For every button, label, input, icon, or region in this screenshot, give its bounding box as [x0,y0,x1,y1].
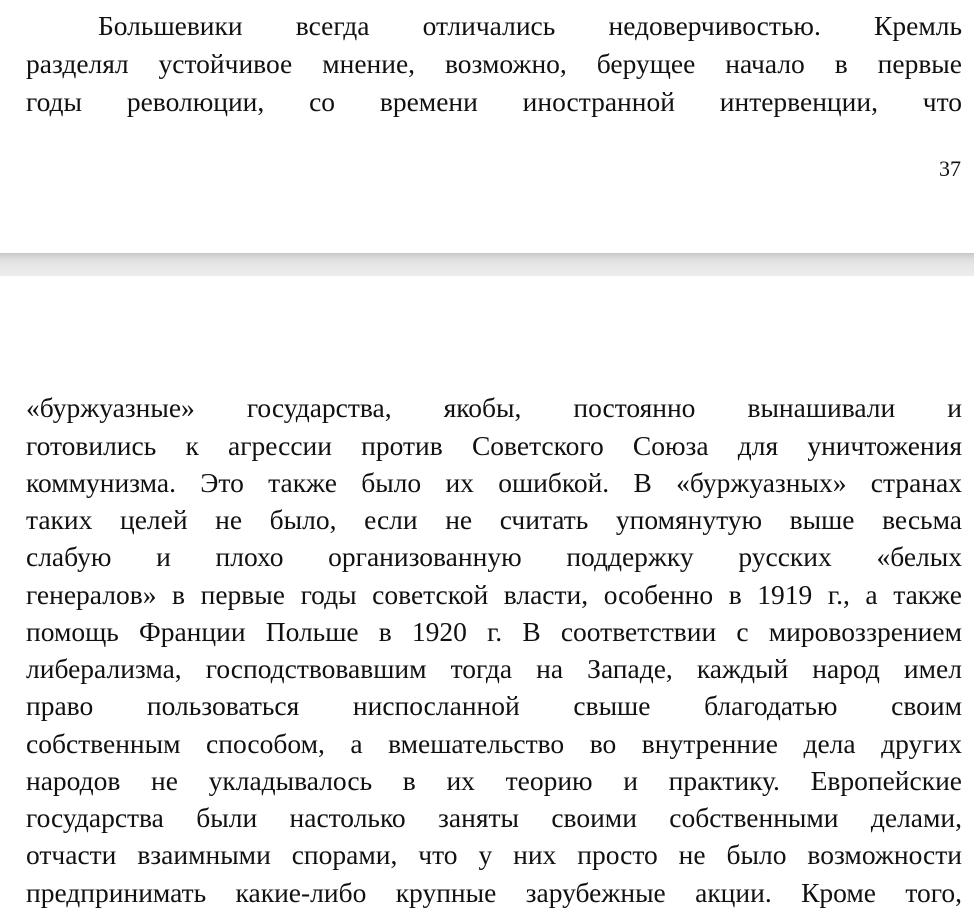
text-line: слабую и плохо организованную поддержку русских «белых [26,541,962,572]
page-number: 37 [939,156,961,181]
text-line: предпринимать какие-либо крупные зарубежные акции. Кроме того, [26,877,962,908]
text-line: помощь Франции Польше в 1920 г. В соответствии с мировоззрением [26,616,962,647]
text-line: право пользоваться ниспосланной свыше благодатью своим [26,690,962,721]
document-page-top [0,0,974,253]
text-line: либерализма, господствовавшим тогда на Западе, каждый народ имел [26,653,962,684]
text-line: таких целей не было, если не считать упомянутую выше весьма [26,504,962,535]
document-page-bottom [0,276,974,917]
text-line: коммунизма. Это также было их ошибкой. В «буржуазных» странах [26,467,962,498]
text-line: разделял устойчивое мнение, возможно, берущее начало в первые [26,48,962,79]
text-line: «буржуазные» государства, якобы, постоянно вынашивали и [26,392,962,423]
text-line: готовились к агрессии против Советского Союза для уничтожения [26,430,962,461]
text-line: собственным способом, а вмешательство во внутренние дела других [26,728,962,759]
text-line: отчасти взаимными спорами, что у них просто не было возможности [26,839,962,870]
text-line: Большевики всегда отличались недоверчивостью. Кремль [98,10,962,41]
text-line: государства были настолько заняты своими собственными делами, [26,802,962,833]
text-line: генералов» в первые годы советской власти, особенно в 1919 г., а также [26,579,962,610]
text-line: годы революции, со времени иностранной интервенции, что [26,86,962,117]
page-separator [0,253,974,276]
text-line: народов не укладывалось в их теорию и практику. Европейские [26,765,962,796]
